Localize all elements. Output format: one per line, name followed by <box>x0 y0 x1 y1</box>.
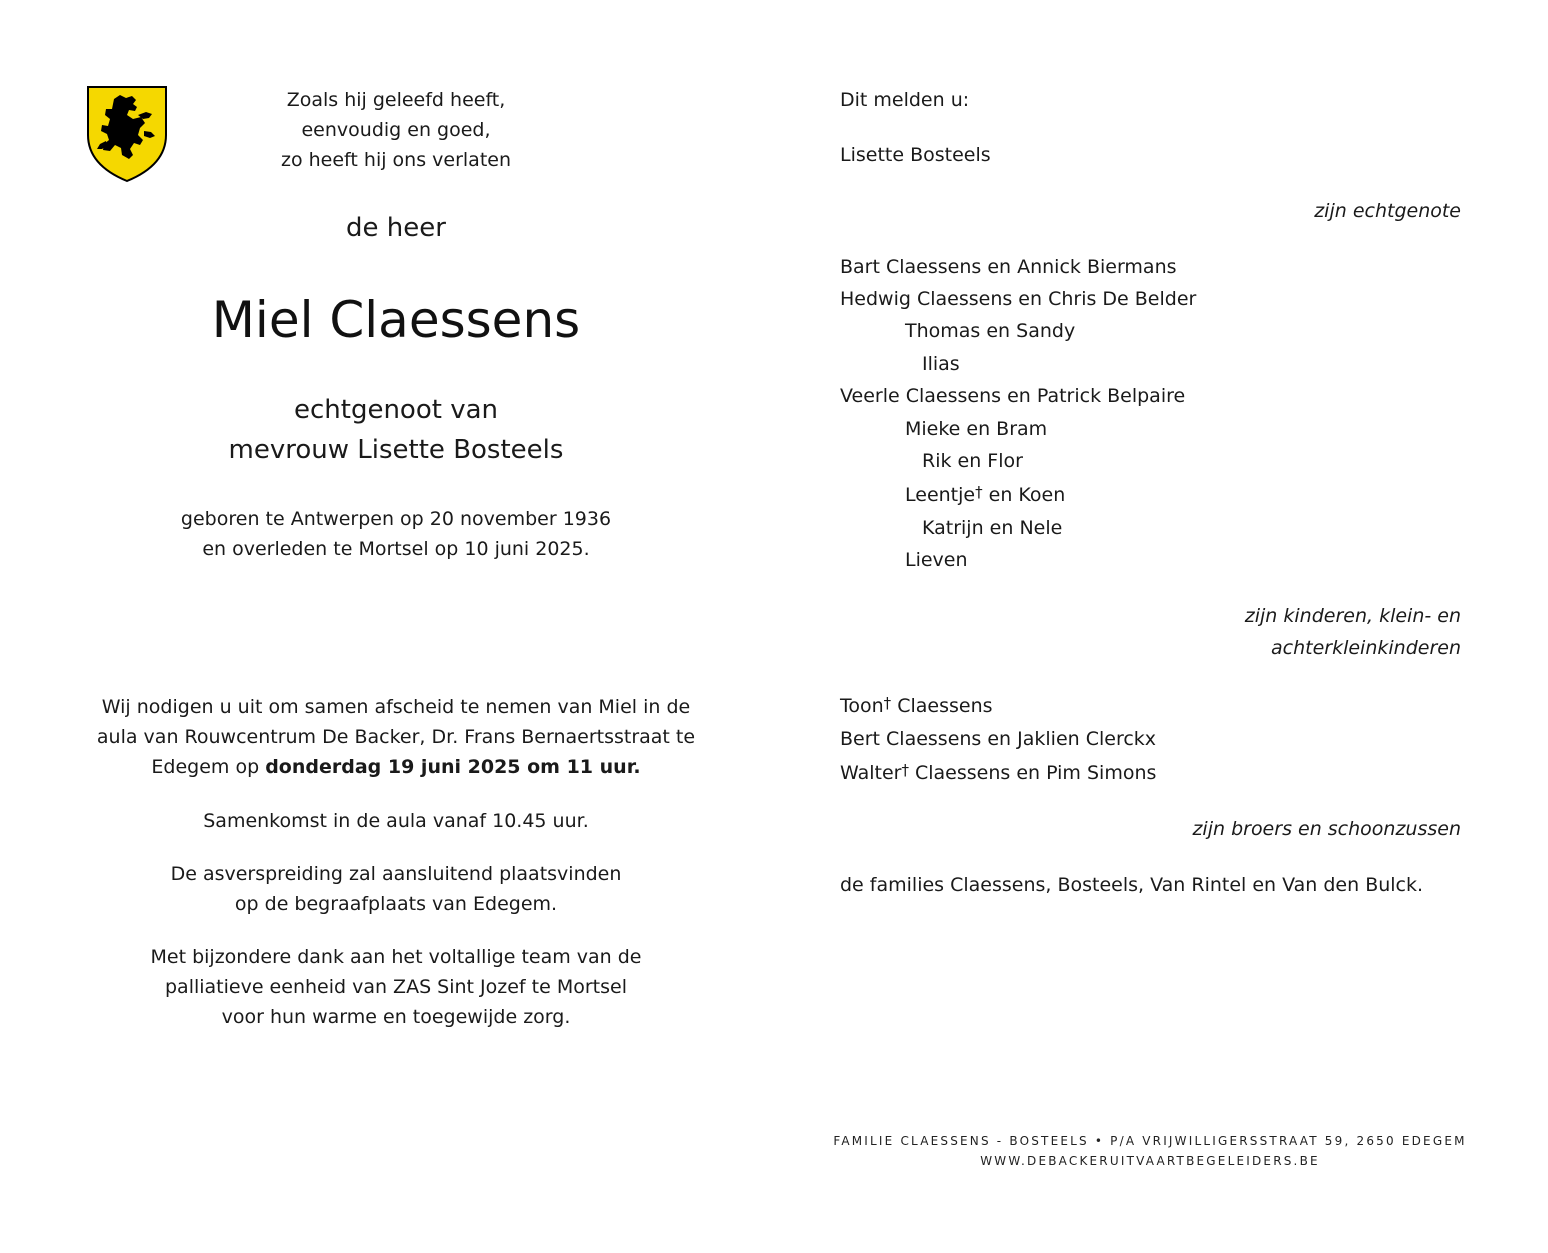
family-rest: Claessens <box>891 695 993 717</box>
spouse-line: mevrouw Lisette Bosteels <box>228 435 564 465</box>
birth-death-dates <box>96 504 696 564</box>
family-line: Ilias <box>922 353 960 375</box>
footer <box>780 1131 1520 1171</box>
memorial-poem <box>196 85 596 175</box>
scattering-line: De asverspreiding zal aansluitend plaatsvinden <box>170 863 622 885</box>
thanks-line: Met bijzondere dank aan het voltallige team van de <box>150 946 642 968</box>
role-line: zijn kinderen, klein- en <box>1244 605 1461 627</box>
deceased-name: Miel Claessens <box>211 291 581 349</box>
thanks-line: palliatieve eenheid van ZAS Sint Jozef te Mortsel <box>164 976 627 998</box>
family-line: Rik en Flor <box>922 450 1023 472</box>
family-rest: en Koen <box>982 484 1066 506</box>
invite-prefix: Edegem op <box>151 756 266 778</box>
invite-line: Wij nodigen u uit om samen afscheid te nemen van Miel in de <box>101 696 691 718</box>
spouse-role: zijn echtgenote <box>1314 200 1461 222</box>
poem-line: Zoals hij geleefd heeft, <box>286 89 506 111</box>
family-line: Thomas en Sandy <box>905 320 1076 342</box>
family-line: Hedwig Claessens en Chris De Belder <box>840 288 1197 310</box>
spouse-block <box>146 390 646 470</box>
cross-icon: † <box>883 694 892 712</box>
family-line: Bart Claessens en Annick Biermans <box>840 256 1177 278</box>
family-line <box>840 690 993 722</box>
scattering-line: op de begraafplaats van Edegem. <box>234 893 558 915</box>
children-role <box>1245 600 1461 664</box>
siblings-role: zijn broers en schoonzussen <box>1192 818 1461 840</box>
invite-line <box>76 752 716 782</box>
gathering-note: Samenkomst in de aula vanaf 10.45 uur. <box>203 810 589 832</box>
poem-line: zo heeft hij ons verlaten <box>281 149 511 171</box>
cross-icon: † <box>901 761 909 779</box>
role-line: achterkleinkinderen <box>1271 637 1461 659</box>
footer-address: FAMILIE CLAESSENS - BOSTEELS • P/A VRIJWILLIGERSSTRAAT 59, 2650 EDEGEM <box>833 1134 1467 1148</box>
family-name: Toon <box>840 695 884 717</box>
honorific-title: de heer <box>346 213 446 243</box>
extended-families: de families Claessens, Bosteels, Van Rintel en Van den Bulck. <box>840 874 1424 896</box>
thanks-note <box>76 942 716 1032</box>
spouse-line: echtgenoot van <box>293 395 498 425</box>
family-line: Bert Claessens en Jaklien Clerckx <box>840 728 1157 750</box>
family-line <box>905 479 1065 511</box>
family-line: Katrijn en Nele <box>922 517 1063 539</box>
spouse-name: Lisette Bosteels <box>840 144 991 166</box>
farewell-invitation <box>76 692 716 782</box>
birth-line: geboren te Antwerpen op 20 november 1936 <box>180 508 612 530</box>
scattering-note <box>76 859 716 919</box>
family-rest: Claessens en Pim Simons <box>908 762 1157 784</box>
cross-icon: † <box>975 483 983 501</box>
invite-line: aula van Rouwcentrum De Backer, Dr. Frans Bernaertsstraat te <box>96 726 696 748</box>
family-line <box>840 757 1156 789</box>
family-name: Leentje <box>905 484 976 506</box>
announcement-intro: Dit melden u: <box>840 89 970 111</box>
family-line: Veerle Claessens en Patrick Belpaire <box>840 385 1186 407</box>
family-line: Lieven <box>905 549 968 571</box>
flemish-lion-shield-icon <box>86 85 168 183</box>
footer-website: WWW.DEBACKERUITVAARTBEGELEIDERS.BE <box>980 1154 1320 1168</box>
family-name: Walter <box>840 762 902 784</box>
thanks-line: voor hun warme en toegewijde zorg. <box>221 1006 571 1028</box>
poem-line: eenvoudig en goed, <box>301 119 491 141</box>
family-line: Mieke en Bram <box>905 418 1048 440</box>
ceremony-datetime: donderdag 19 juni 2025 om 11 uur. <box>265 756 641 778</box>
death-line: en overleden te Mortsel op 10 juni 2025. <box>202 538 590 560</box>
